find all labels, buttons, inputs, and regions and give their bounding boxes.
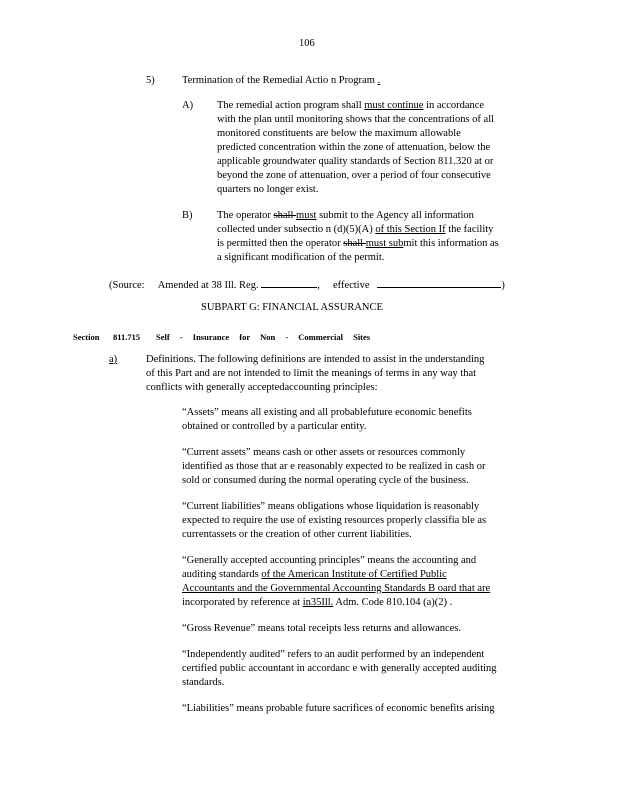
- subitem-a-label: A): [182, 100, 194, 111]
- definition-term: “Liabilities” means probable future sacrifices of economic benefits arising: [182, 703, 495, 714]
- inserted-text: must sub: [365, 238, 404, 249]
- inserted-text: must: [296, 210, 317, 221]
- definition-term: incorporated by reference at in35Ill. Adm. Code 810.104 (a)(2) .: [182, 597, 453, 608]
- subitem-b-line: collected under subsectio n (d)(5)(A) of this Section If the facility: [217, 224, 494, 235]
- subitem-a-line: beyond the zone of attenuation, over a period of four consecutive: [217, 170, 491, 181]
- item-title: [182, 75, 380, 87]
- definition-term: currentassets or the creation of other current liabilities.: [182, 529, 412, 540]
- definition-term: obtained or controlled by a particular entity.: [182, 421, 367, 432]
- item-number: 5): [146, 75, 155, 86]
- section-title: Self - Insurance for Non - Commercial Sites: [156, 332, 371, 342]
- definition-term: “Generally accepted accounting principles” means the accounting and: [182, 555, 477, 566]
- inserted-text: of the American Institute of Certified Public: [261, 569, 447, 580]
- item-title-tail: .: [377, 75, 381, 86]
- definition-term: expected to require the use of existing resources properly classifia ble as: [182, 515, 487, 526]
- definition-term: “Current assets” means cash or other assets or resources commonly: [182, 447, 466, 458]
- blank-field: [261, 277, 317, 288]
- definition-term: identified as those that ar e reasonably expected to be realized in cash or: [182, 461, 486, 472]
- subitem-b-line: a significant modification of the permit.: [217, 252, 385, 263]
- subitem-a-line: applicable groundwater quality standards of Section 811.320 at or: [217, 156, 494, 167]
- subitem-a-line: quarters no longer exist.: [217, 184, 319, 195]
- definition-term: standards.: [182, 677, 225, 688]
- definition-term: “Independently audited” refers to an audit performed by an independent: [182, 649, 485, 660]
- definition-term: certified public accountant in accordanc e with generally accepted auditing: [182, 663, 497, 674]
- subitem-a-line: The remedial action program shall must continue in accordance: [217, 100, 485, 111]
- definitions-label: a): [109, 354, 118, 365]
- inserted-text: must continue: [364, 100, 424, 111]
- definition-term: sold or consumed during the normal operating cycle of the business.: [182, 475, 469, 486]
- subitem-a-line: with the plan until monitoring shows that the concentrations of all: [217, 114, 495, 125]
- section-label: Section: [73, 332, 100, 342]
- inserted-text: of this Section If: [375, 224, 446, 235]
- subitem-a-line: monitored constituents are below the maximum allowable: [217, 128, 461, 139]
- definition-term: “Current liabilities” means obligations whose liquidation is reasonably: [182, 501, 480, 512]
- subitem-b-line: The operator shall must submit to the Agency all information: [217, 210, 474, 221]
- definitions-line: conflicts with generally acceptedaccounting principles:: [146, 382, 378, 393]
- subpart-heading: SUBPART G: FINANCIAL ASSURANCE: [201, 302, 383, 313]
- item-title-text: Termination of the Remedial Actio n Program: [182, 75, 375, 86]
- inserted-text: in35Ill.: [302, 597, 334, 608]
- definitions-line: of this Part and are not intended to limit the meanings of terms in any way that: [146, 368, 477, 379]
- subitem-b-line: is permitted then the operator shall must submit this information as: [217, 238, 499, 249]
- blank-field: [377, 277, 501, 288]
- deleted-text: shall: [343, 238, 366, 249]
- definition-term: “Assets” means all existing and all probablefuture economic benefits: [182, 407, 472, 418]
- source-note: (Source: Amended at 38 Ill. Reg. , effective ): [109, 277, 505, 292]
- page-number: 106: [299, 38, 315, 49]
- section-number: 811.715: [113, 332, 141, 342]
- definition-term: Accountants and the Governmental Accounting Standards B oard that are: [182, 583, 491, 594]
- subitem-b-label: B): [182, 210, 193, 221]
- subitem-a-line: predicted concentration within the zone of attenuation, below the: [217, 142, 491, 153]
- deleted-text: shall: [273, 210, 297, 221]
- definition-term: “Gross Revenue” means total receipts less returns and allowances.: [182, 623, 462, 634]
- definition-term: auditing standards of the American Institute of Certified Public: [182, 569, 447, 580]
- definitions-line: Definitions. The following definitions are intended to assist in the understanding: [146, 354, 485, 365]
